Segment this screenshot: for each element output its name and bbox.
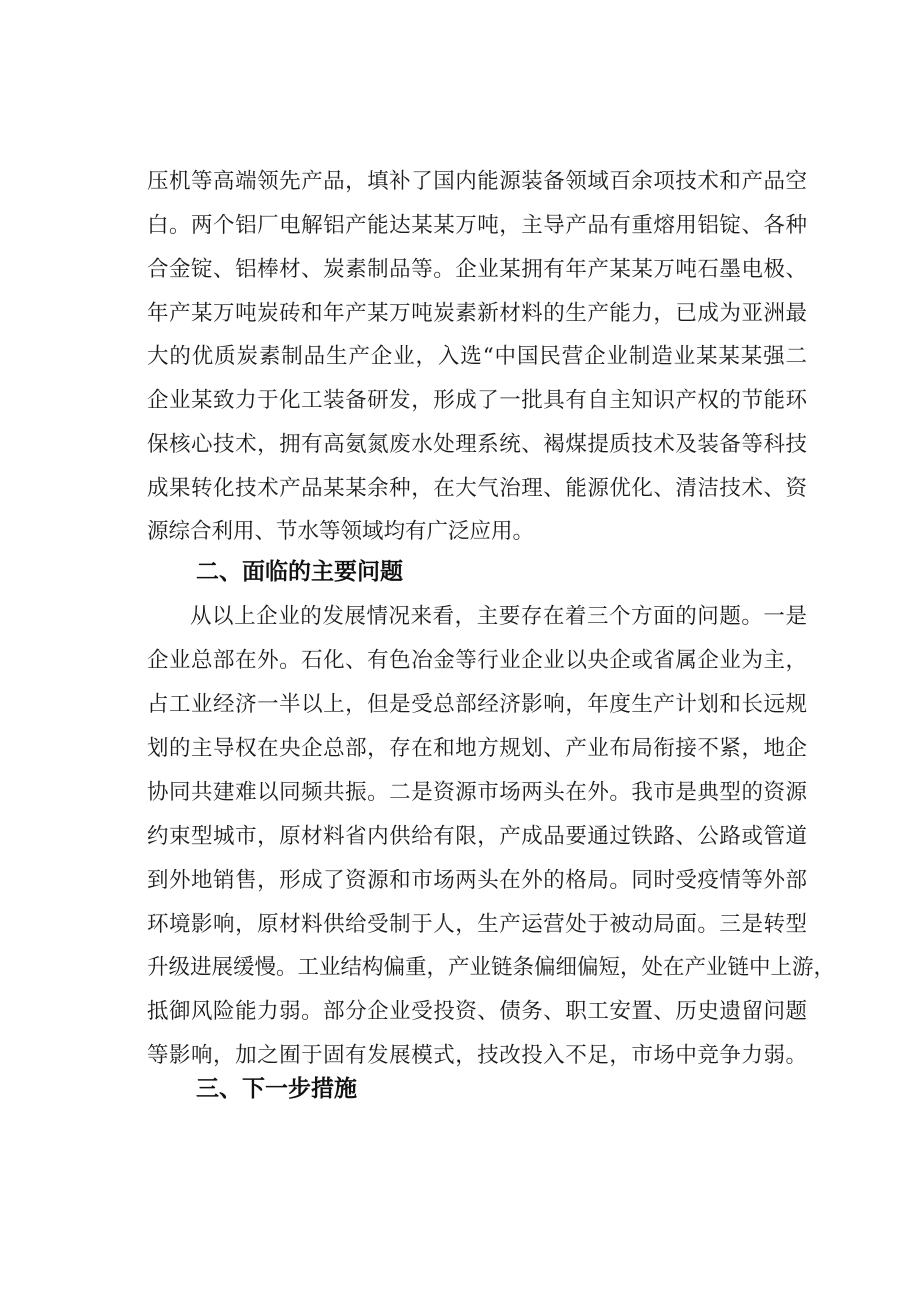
paragraph-line: 升级进展缓慢。工业结构偏重，产业链条偏细偏短，处在产业链中上游， [147, 955, 836, 980]
paragraph-line: 约束型城市，原材料省内供给有限，产成品要通过铁路、公路或管道 [147, 824, 807, 849]
paragraph-line: 源综合利用、节水等领域均有广泛应用。 [147, 519, 535, 544]
paragraph-line: 企业某致力于化工装备研发，形成了一批具有自主知识产权的节能环 [147, 388, 807, 413]
paragraph-line: 占工业经济一半以上，但是受总部经济影响，年度生产计划和长远规 [147, 692, 807, 717]
paragraph-line: 大的优质炭素制品生产企业，入选“中国民营企业制造业某某某强二 [147, 344, 807, 369]
paragraph-line: 划的主导权在央企总部，存在和地方规划、产业布局衔接不紧，地企 [147, 736, 807, 761]
paragraph-line: 保核心技术，拥有高氨氮废水处理系统、褐煤提质技术及装备等科技 [147, 432, 807, 457]
paragraph-line: 等影响，加之囿于固有发展模式，技改投入不足，市场中竞争力弱。 [147, 1043, 807, 1068]
paragraph-line: 年产某万吨炭砖和年产某万吨炭素新材料的生产能力，已成为亚洲最 [147, 301, 807, 326]
paragraph-line: 到外地销售，形成了资源和市场两头在外的格局。同时受疫情等外部 [147, 868, 807, 893]
paragraph-line: 压机等高端领先产品，填补了国内能源装备领域百余项技术和产品空 [147, 169, 807, 194]
paragraph-line: 协同共建难以同频共振。二是资源市场两头在外。我市是典型的资源 [147, 780, 807, 805]
paragraph-line: 白。两个铝厂电解铝产能达某某万吨，主导产品有重熔用铝锭、各种 [147, 213, 807, 238]
paragraph-line: 成果转化技术产品某某余种，在大气治理、能源优化、清洁技术、资 [147, 476, 807, 501]
section-heading: 三、下一步措施 [196, 1076, 357, 1102]
paragraph-line: 企业总部在外。石化、有色冶金等行业企业以央企或省属企业为主， [147, 648, 807, 673]
paragraph-line: 环境影响，原材料供给受制于人，生产运营处于被动局面。三是转型 [147, 912, 807, 937]
paragraph-line: 合金锭、铝棒材、炭素制品等。企业某拥有年产某某万吨石墨电极、 [147, 257, 807, 282]
paragraph-line: 从以上企业的发展情况来看，主要存在着三个方面的问题。一是 [190, 604, 807, 629]
section-heading: 二、面临的主要问题 [196, 559, 403, 585]
paragraph-line: 抵御风险能力弱。部分企业受投资、债务、职工安置、历史遗留问题 [147, 999, 807, 1024]
